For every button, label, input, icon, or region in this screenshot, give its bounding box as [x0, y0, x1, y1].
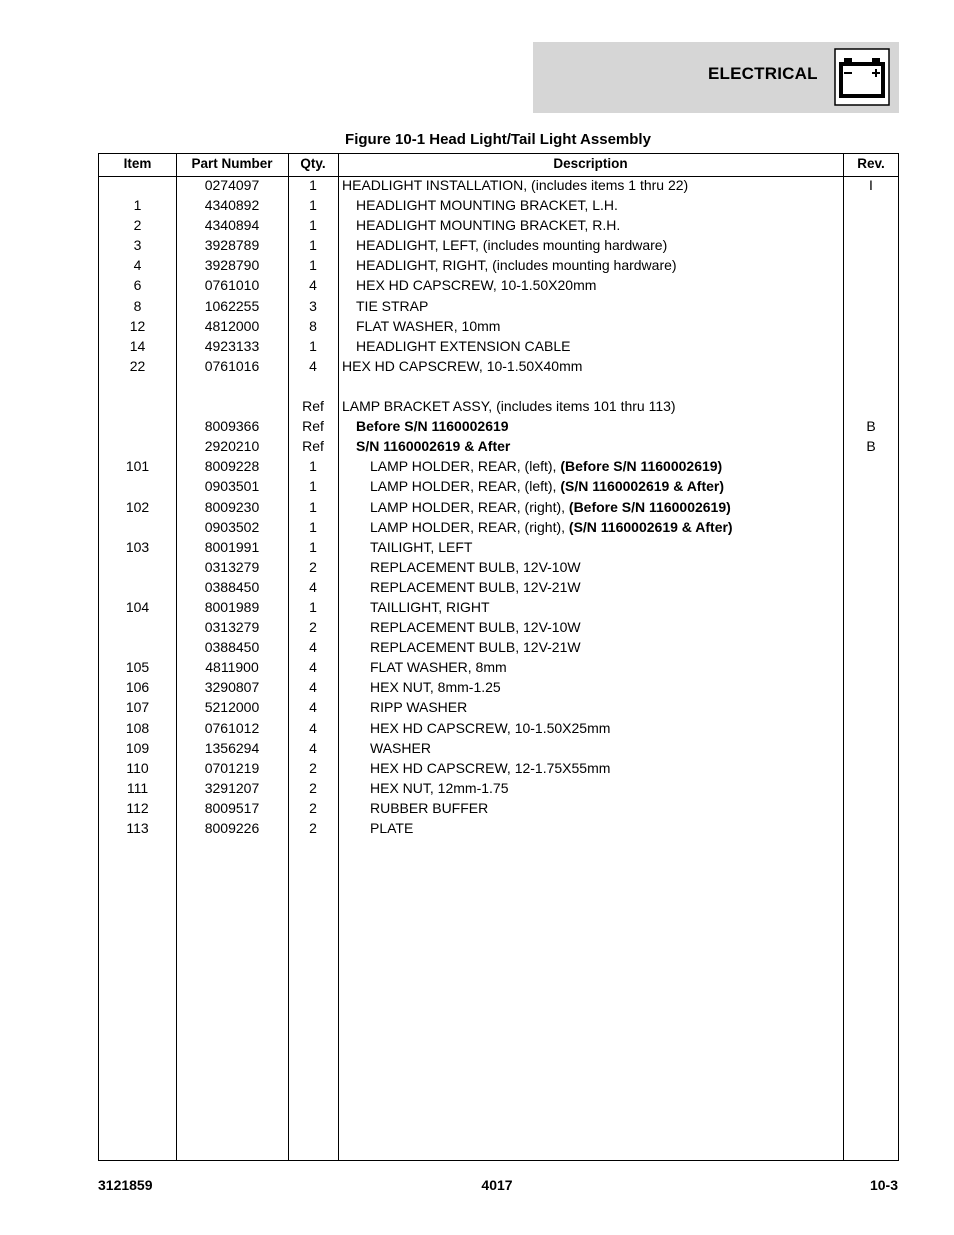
- column-header-part-number: Part Number: [191, 156, 273, 171]
- part-number: 3291207: [204, 779, 260, 796]
- part-number: 0701219: [204, 759, 260, 776]
- quantity: 2: [309, 759, 317, 776]
- description-text: TIE STRAP: [356, 297, 429, 314]
- item-number: 101: [125, 458, 150, 475]
- item-number: 112: [126, 799, 149, 816]
- description-text: TAILIGHT, LEFT: [370, 538, 473, 555]
- column-header-rev: Rev.: [857, 156, 885, 171]
- quantity: 1: [309, 598, 317, 615]
- figure-title: Figure 10-1 Head Light/Tail Light Assembly: [345, 131, 651, 148]
- quantity: 4: [309, 277, 317, 294]
- description-text: LAMP HOLDER, REAR, (right),: [370, 498, 569, 515]
- parts-table: [98, 153, 899, 1161]
- table-body: [99, 175, 898, 838]
- column-header-qty: Qty.: [300, 156, 326, 171]
- description-text: FLAT WASHER, 8mm: [370, 659, 507, 676]
- description-text: HEADLIGHT, LEFT, (includes mounting hardware): [356, 237, 668, 254]
- description: [370, 476, 724, 496]
- table-row: [99, 215, 898, 235]
- description-serial-note: (Before S/N 1160002619): [560, 458, 723, 475]
- footer-doc-number: 3121859: [98, 1177, 153, 1193]
- description-text: REPLACEMENT BULB, 12V-10W: [370, 619, 581, 636]
- description: [342, 356, 582, 376]
- description: [356, 436, 510, 456]
- part-number: 8009228: [204, 458, 260, 475]
- description: [370, 637, 581, 657]
- quantity: 2: [309, 779, 317, 796]
- table-row: [99, 718, 898, 738]
- part-number: 3290807: [204, 679, 260, 696]
- part-number: 4340892: [204, 197, 260, 214]
- description: [370, 798, 488, 818]
- quantity: 4: [309, 739, 317, 756]
- table-row: [99, 597, 898, 617]
- table-row: [99, 416, 898, 436]
- description-text: LAMP HOLDER, REAR, (right),: [370, 518, 569, 535]
- quantity: Ref: [302, 418, 324, 435]
- quantity: 1: [309, 197, 317, 214]
- description-text: HEADLIGHT, RIGHT, (includes mounting hardware): [356, 257, 677, 274]
- table-row: [99, 255, 898, 275]
- revision: B: [866, 418, 876, 435]
- quantity: 1: [309, 217, 317, 234]
- part-number: 4923133: [204, 337, 260, 354]
- quantity: 2: [309, 558, 317, 575]
- description: [370, 617, 581, 637]
- item-number: 104: [125, 598, 150, 615]
- table-row: [99, 677, 898, 697]
- battery-icon: [834, 48, 890, 106]
- table-row: [99, 577, 898, 597]
- quantity: 1: [309, 518, 317, 535]
- part-number: 4811900: [205, 659, 259, 676]
- revision: I: [869, 177, 873, 193]
- part-number: 8001989: [204, 598, 260, 615]
- description: [370, 677, 501, 697]
- footer-page-number: 10-3: [869, 1177, 898, 1193]
- description-text: HEX HD CAPSCREW, 10-1.50X20mm: [356, 277, 597, 294]
- item-number: 6: [133, 277, 142, 294]
- quantity: 4: [309, 357, 317, 374]
- item-number: 1: [133, 197, 142, 214]
- item-number: 105: [125, 659, 150, 676]
- description: [370, 778, 508, 798]
- quantity: 1: [309, 257, 317, 274]
- quantity: 1: [309, 337, 317, 354]
- quantity: 4: [309, 578, 317, 595]
- table-row: [99, 537, 898, 557]
- description: [356, 215, 620, 235]
- description-text: HEX HD CAPSCREW, 10-1.50X25mm: [370, 719, 611, 736]
- column-header-item: Item: [123, 156, 152, 171]
- quantity: 8: [309, 317, 317, 334]
- part-number: 4340894: [204, 217, 260, 234]
- table-row: [99, 738, 898, 758]
- item-number: 108: [125, 719, 150, 736]
- description: [370, 517, 733, 537]
- description-text: PLATE: [370, 820, 414, 836]
- quantity: Ref: [302, 398, 324, 415]
- part-number: 0313279: [204, 558, 260, 575]
- quantity: 1: [309, 498, 317, 515]
- table-row: [99, 758, 898, 778]
- column-header-description: Description: [553, 156, 628, 171]
- part-number: 3928789: [204, 237, 260, 254]
- item-number: 113: [126, 820, 149, 836]
- description-text: HEADLIGHT MOUNTING BRACKET, L.H.: [356, 197, 618, 214]
- part-number: 8009366: [204, 418, 260, 435]
- part-number: 0274097: [204, 177, 260, 193]
- quantity: 4: [309, 699, 317, 716]
- part-number: 0903501: [204, 478, 260, 495]
- item-number: 103: [125, 538, 150, 555]
- description: [370, 758, 610, 778]
- description-text: HEX NUT, 12mm-1.75: [370, 779, 509, 796]
- table-row: [99, 557, 898, 577]
- part-number: 8009230: [204, 498, 260, 515]
- quantity: 1: [309, 478, 317, 495]
- description-text: TAILLIGHT, RIGHT: [370, 598, 490, 615]
- description-text: WASHER: [370, 739, 431, 756]
- part-number: 0761010: [204, 277, 260, 294]
- description-text: LAMP HOLDER, REAR, (left),: [370, 458, 561, 475]
- part-number: 8001991: [204, 538, 260, 555]
- description-text: FLAT WASHER, 10mm: [356, 317, 501, 334]
- part-number: 0313279: [204, 619, 260, 636]
- item-number: 22: [129, 357, 146, 374]
- part-number: 0388450: [204, 639, 260, 656]
- item-number: 109: [125, 739, 150, 756]
- part-number: 5212000: [204, 699, 260, 716]
- description: [356, 336, 570, 356]
- table-row: [99, 316, 898, 336]
- revision: B: [866, 438, 876, 455]
- description: [370, 497, 731, 517]
- description-text: HEX NUT, 8mm-1.25: [370, 679, 501, 696]
- table-row: [99, 396, 898, 416]
- item-number: 14: [129, 337, 146, 354]
- description: [342, 175, 688, 195]
- description-text: HEADLIGHT EXTENSION CABLE: [356, 337, 571, 354]
- description: [370, 456, 722, 476]
- quantity: 2: [309, 619, 317, 636]
- item-number: 8: [133, 297, 142, 314]
- description: [356, 416, 509, 436]
- table-row: [99, 235, 898, 255]
- item-number: 107: [125, 699, 150, 716]
- description-serial-note: (S/N 1160002619 & After): [560, 478, 725, 495]
- description-serial-note: (Before S/N 1160002619): [568, 498, 731, 515]
- part-number: 0903502: [204, 518, 260, 535]
- description-text: LAMP BRACKET ASSY, (includes items 101 thru 113): [342, 398, 676, 415]
- quantity: 3: [309, 297, 317, 314]
- quantity: Ref: [302, 438, 324, 455]
- item-number: 110: [126, 759, 149, 776]
- description: [370, 738, 431, 758]
- description: [342, 396, 676, 416]
- description: [356, 195, 618, 215]
- part-number: 0761012: [204, 719, 260, 736]
- part-number: 0388450: [204, 578, 260, 595]
- item-number: 102: [125, 498, 150, 515]
- part-number: 3928790: [204, 257, 260, 274]
- description-text: REPLACEMENT BULB, 12V-21W: [370, 639, 581, 656]
- description: [370, 718, 610, 738]
- item-number: 3: [133, 237, 142, 254]
- quantity: 1: [309, 237, 317, 254]
- description-text: RUBBER BUFFER: [370, 799, 489, 816]
- table-row: [99, 356, 898, 376]
- description-text: RIPP WASHER: [370, 699, 468, 716]
- description: [370, 697, 467, 717]
- description: [370, 557, 581, 577]
- description: [370, 597, 490, 617]
- part-number: 4812000: [204, 317, 260, 334]
- quantity: 4: [309, 719, 317, 736]
- table-row: [99, 617, 898, 637]
- quantity: 1: [309, 177, 317, 193]
- description: [356, 275, 596, 295]
- description-text: HEX HD CAPSCREW, 12-1.75X55mm: [370, 759, 611, 776]
- table-row: [99, 436, 898, 456]
- table-row: [99, 195, 898, 215]
- part-number: 2920210: [204, 438, 260, 455]
- description-text: REPLACEMENT BULB, 12V-21W: [370, 578, 581, 595]
- table-row: [99, 517, 898, 537]
- table-row: [99, 336, 898, 356]
- table-row: [99, 818, 898, 838]
- table-row: [99, 778, 898, 798]
- table-row: [99, 697, 898, 717]
- description: [370, 537, 472, 557]
- description: [356, 316, 500, 336]
- quantity: 2: [309, 820, 317, 836]
- table-row: [99, 657, 898, 677]
- part-number: 8009517: [204, 799, 260, 816]
- table-row: [99, 296, 898, 316]
- description: [370, 657, 507, 677]
- description-serial-note: (S/N 1160002619 & After): [568, 518, 733, 535]
- quantity: 2: [309, 799, 317, 816]
- description: [356, 296, 428, 316]
- item-number: 106: [125, 679, 150, 696]
- description-serial-note: S/N 1160002619 & After: [356, 438, 511, 455]
- table-row: [99, 798, 898, 818]
- description-text: HEADLIGHT MOUNTING BRACKET, R.H.: [356, 217, 621, 234]
- table-row: [99, 497, 898, 517]
- item-number: 4: [133, 257, 142, 274]
- item-number: 2: [133, 217, 142, 234]
- table-row: [99, 275, 898, 295]
- quantity: 1: [309, 538, 317, 555]
- table-row: [99, 376, 898, 396]
- part-number: 0761016: [204, 357, 260, 374]
- table-row: [99, 456, 898, 476]
- quantity: 4: [309, 679, 317, 696]
- item-number: 111: [126, 779, 149, 796]
- quantity: 1: [309, 458, 317, 475]
- description: [370, 577, 581, 597]
- part-number: 8009226: [204, 820, 260, 836]
- description: [356, 235, 667, 255]
- quantity: 4: [309, 659, 317, 676]
- description-text: REPLACEMENT BULB, 12V-10W: [370, 558, 581, 575]
- table-row: [99, 175, 898, 195]
- description: [356, 255, 677, 275]
- item-number: 12: [129, 317, 146, 334]
- description-text: LAMP HOLDER, REAR, (left),: [370, 478, 561, 495]
- description-text: HEADLIGHT INSTALLATION, (includes items 1 thru 22): [342, 177, 689, 193]
- part-number: 1356294: [204, 739, 260, 756]
- description-serial-note: Before S/N 1160002619: [356, 418, 509, 435]
- section-title: ELECTRICAL: [708, 64, 818, 83]
- table-row: [99, 637, 898, 657]
- footer-center-code: 4017: [481, 1177, 513, 1193]
- table-row: [99, 476, 898, 496]
- quantity: 4: [309, 639, 317, 656]
- description-text: HEX HD CAPSCREW, 10-1.50X40mm: [342, 357, 583, 374]
- description: [370, 818, 413, 838]
- part-number: 1062255: [204, 297, 260, 314]
